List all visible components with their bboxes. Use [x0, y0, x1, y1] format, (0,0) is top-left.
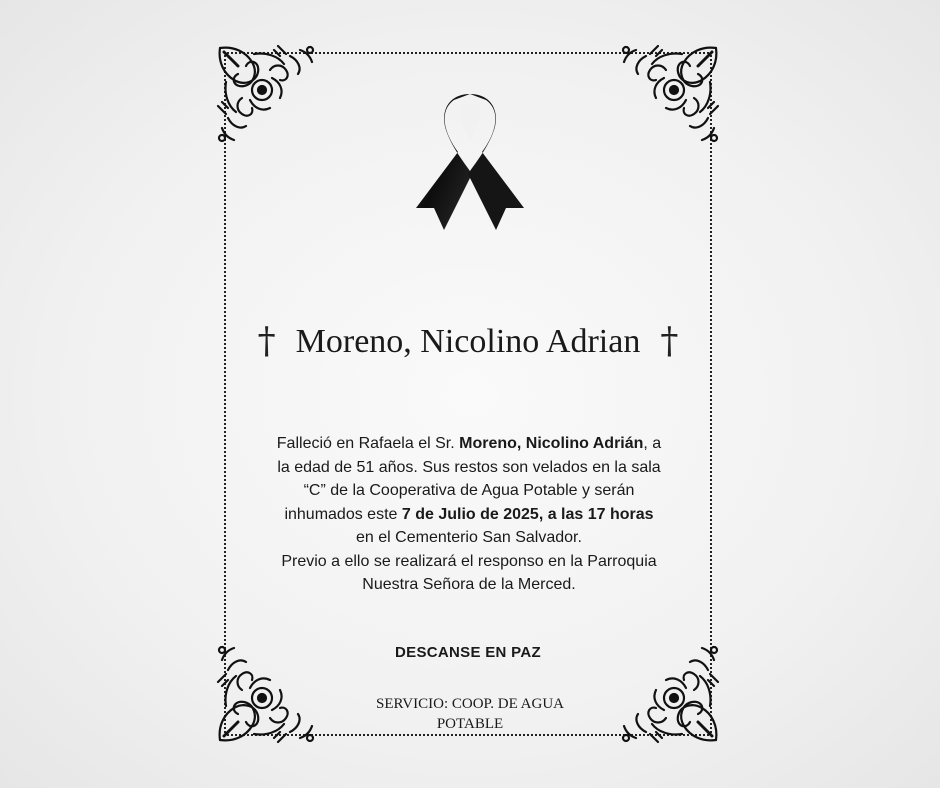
deceased-name: Moreno, Nicolino Adrian: [295, 323, 641, 360]
body-text-segment: Falleció en Rafaela el Sr.: [276, 435, 460, 452]
mourning-ribbon-icon: [414, 90, 526, 234]
latin-cross-icon: †: [257, 321, 276, 362]
funeral-service-credit: SERVICIO: COOP. DE AGUA POTABLE: [376, 696, 564, 732]
rest-in-peace-text: DESCANSE EN PAZ: [395, 644, 541, 661]
latin-cross-icon: †: [660, 321, 679, 362]
ornamental-corner-icon: [214, 42, 322, 150]
ornamental-corner-icon: [614, 42, 722, 150]
body-responso-text: Previo a ello se realizará el responso en la Parroquia Nuestra Señora de la Merced.: [281, 552, 657, 593]
body-date-bold: 7 de Julio de 2025, a las 17 horas: [401, 505, 654, 523]
body-text-segment: en el Cementerio San Salvador.: [356, 529, 582, 546]
deceased-name-row: [224, 318, 712, 366]
body-text-segment: , a la edad de 51 años. Sus restos son velados en la sala “C” de la Cooperativa de Agua Potable y serán inhumados este: [277, 435, 662, 523]
body-name-bold: Moreno, Nicolino Adrián: [459, 435, 644, 452]
obituary-body: [276, 432, 662, 597]
